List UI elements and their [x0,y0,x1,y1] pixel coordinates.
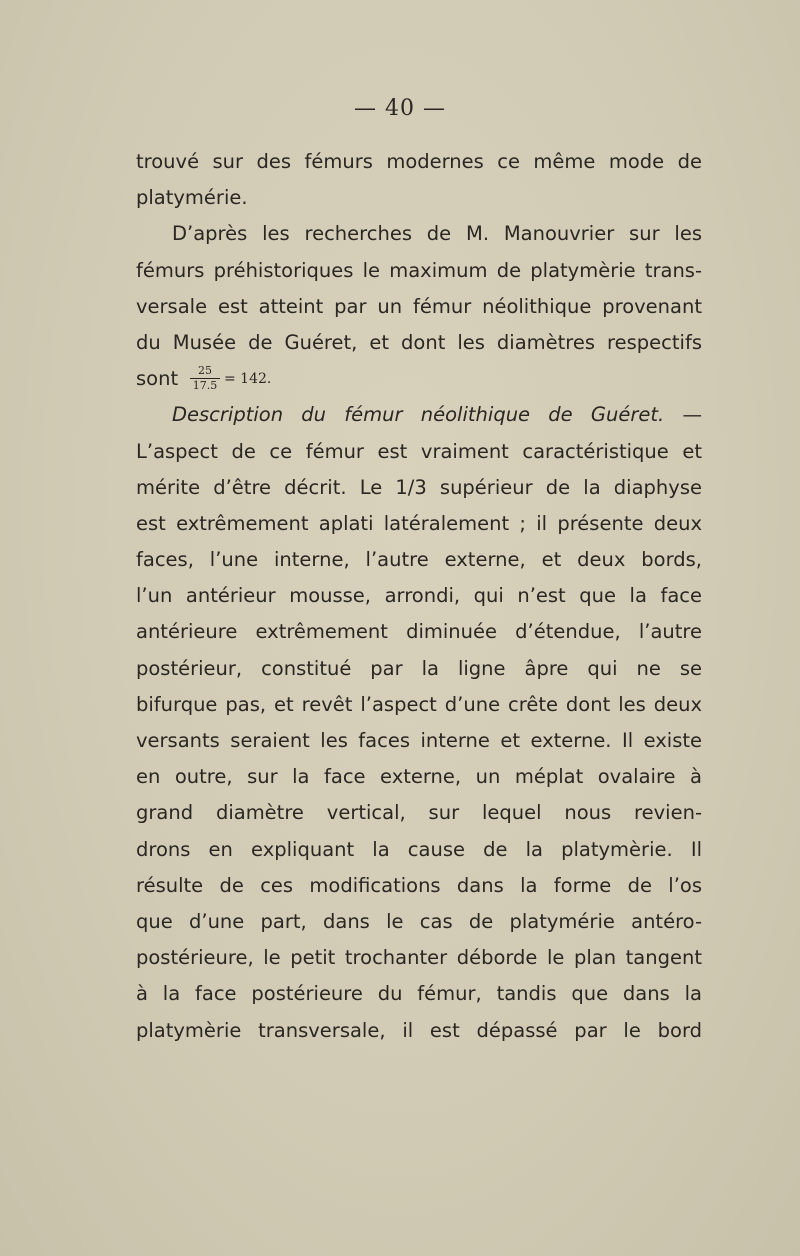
text-line: drons en expliquant la cause de la platymèrie. Il [136,837,702,861]
text-line: résulte de ces modifications dans la forme de l’os [136,873,702,897]
fraction [190,365,220,392]
text-line: versale est atteint par un fémur néolithique provenant [136,294,702,318]
formula-prefix: sont [136,367,179,391]
body-text [136,144,702,1049]
text-line: est extrêmement aplati latéralement ; il présente deux [136,511,702,535]
formula-result: = 142. [224,371,272,388]
text-line: en outre, sur la face externe, un méplat ovalaire à [136,765,702,789]
text-line: du Musée de Guéret, et dont les diamètres respectifs [136,330,702,354]
text-line: D’après les recherches de M. Manouvrier sur les [172,222,702,246]
text-line: mérite d’être décrit. Le 1/3 supérieur de la diaphyse [136,475,702,499]
text-line: L’aspect de ce fémur est vraiment caractéristique et [136,439,702,463]
section-heading-line [136,397,702,433]
text-line: postérieur, constitué par la ligne âpre qui ne se [136,656,702,680]
section-heading-dash: — [682,403,702,427]
text-line: platymérie. [136,186,248,210]
fraction-numerator: 25 [190,365,220,379]
text-line: que d’une part, dans le cas de platymérie antéro- [136,909,702,933]
text-line: versants seraient les faces interne et externe. Il existe [136,729,702,752]
text-line: postérieure, le petit trochanter déborde le plan tangent [136,946,702,970]
fraction-denominator: 17.5 [192,379,218,393]
text-line: bifurque pas, et revêt l’aspect d’une crête dont les deux [136,692,702,716]
text-line: fémurs préhistoriques le maximum de platymèrie trans- [136,258,702,282]
page-number: — 40 — [354,96,446,121]
formula-line [136,361,702,397]
section-heading: Description du fémur néolithique de Guéret. [172,403,665,427]
text-line: trouvé sur des fémurs modernes ce même mode de [136,150,702,173]
text-line: grand diamètre vertical, sur lequel nous revien- [136,801,702,825]
text-line: faces, l’une interne, l’autre externe, et deux bords, [136,548,702,572]
text-line: l’un antérieur mousse, arrondi, qui n’est que la face [136,584,702,608]
text-line: platymèrie transversale, il est dépassé par le bord [136,1018,702,1042]
text-line: à la face postérieure du fémur, tandis que dans la [136,982,702,1006]
text-line: antérieure extrêmement diminuée d’étendue, l’autre [136,620,702,644]
